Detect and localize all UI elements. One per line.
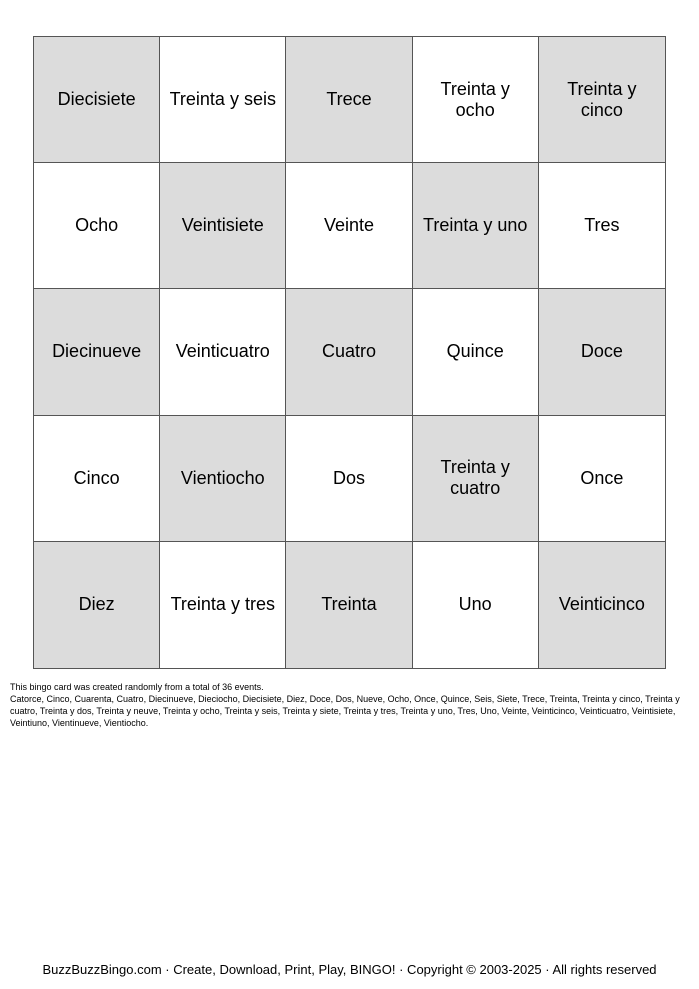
bingo-cell: Diez xyxy=(34,542,160,668)
bingo-cell: Treinta y tres xyxy=(160,542,286,668)
bingo-cell: Veinticuatro xyxy=(160,289,286,415)
page-footer: BuzzBuzzBingo.com · Create, Download, Print, Play, BINGO! · Copyright © 2003-2025 · All rights reserved xyxy=(42,962,657,977)
bingo-cell: Doce xyxy=(539,289,665,415)
bingo-cell: Treinta y ocho xyxy=(413,37,539,163)
bingo-cell: Dos xyxy=(286,416,412,542)
bingo-cell: Once xyxy=(539,416,665,542)
bingo-cell: Uno xyxy=(413,542,539,668)
card-info xyxy=(10,681,682,729)
bingo-cell: Cuatro xyxy=(286,289,412,415)
bingo-cell: Veintisiete xyxy=(160,163,286,289)
created-note: This bingo card was created randomly from a total of 36 events. xyxy=(10,682,264,692)
bingo-cell: Diecisiete xyxy=(34,37,160,163)
bingo-card-grid xyxy=(33,36,666,669)
bingo-cell: Treinta y seis xyxy=(160,37,286,163)
bingo-cell: Tres xyxy=(539,163,665,289)
bingo-cell: Cinco xyxy=(34,416,160,542)
bingo-cell: Treinta y uno xyxy=(413,163,539,289)
bingo-cell: Treinta y cuatro xyxy=(413,416,539,542)
bingo-cell: Treinta y cinco xyxy=(539,37,665,163)
bingo-cell: Quince xyxy=(413,289,539,415)
bingo-cell: Ocho xyxy=(34,163,160,289)
bingo-cell: Vientiocho xyxy=(160,416,286,542)
bingo-cell: Trece xyxy=(286,37,412,163)
bingo-cell: Veinticinco xyxy=(539,542,665,668)
bingo-cell: Diecinueve xyxy=(34,289,160,415)
event-list: Catorce, Cinco, Cuarenta, Cuatro, Diecinueve, Dieciocho, Diecisiete, Diez, Doce, Dos, Nueve, Ocho, Once, Quince, Seis, Siete, Trece, Treinta, Treinta y cinco, Treinta y cuatro, Treinta y dos, Treinta y neuve, Treinta y ocho, Treinta y seis, Treinta y siete, Treinta y tres, Treinta y uno, Tres, Uno, Veinte, Veinticinco, Veinticuatro, Veintisiete, Veintiuno, Vientinueve, Vientiocho. xyxy=(10,694,680,728)
bingo-cell: Treinta xyxy=(286,542,412,668)
bingo-cell: Veinte xyxy=(286,163,412,289)
